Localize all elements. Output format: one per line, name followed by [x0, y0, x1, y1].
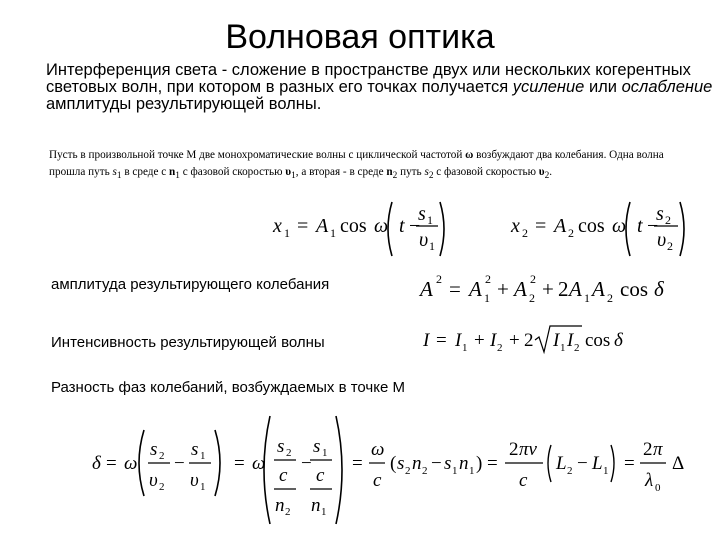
svg-text:A: A	[316, 215, 329, 237]
svg-text:2: 2	[665, 213, 671, 227]
svg-text:A: A	[592, 277, 605, 301]
svg-text:x: x	[511, 215, 520, 237]
svg-text:=: =	[297, 215, 309, 237]
svg-text:(: (	[390, 453, 397, 474]
svg-text:1: 1	[603, 465, 609, 477]
svg-text:υ: υ	[419, 229, 429, 251]
subscript: 2	[428, 171, 434, 182]
subscript: 1	[291, 171, 296, 182]
amplitude-label: амплитуда результирующего колебания	[51, 276, 330, 293]
svg-text:+: +	[497, 277, 509, 301]
subscript: 2	[544, 171, 550, 182]
svg-text:s: s	[191, 439, 199, 460]
svg-text:s: s	[418, 203, 426, 225]
svg-text:=: =	[449, 277, 461, 301]
intro-emphasis-1: усиление	[512, 78, 585, 96]
svg-text:c: c	[519, 470, 528, 491]
svg-text:L: L	[556, 453, 567, 474]
svg-text:+: +	[542, 277, 554, 301]
path-s1: s	[112, 166, 117, 178]
velocity-v1: υ	[285, 166, 292, 178]
intro-text-3: амплитуды результирующей волны.	[46, 95, 322, 113]
svg-text:x: x	[273, 215, 282, 237]
setup-text: с фазовой скоростью	[179, 166, 286, 178]
svg-text:δ: δ	[614, 330, 623, 351]
svg-text:n: n	[275, 495, 285, 516]
svg-text:A: A	[569, 277, 582, 301]
oscillation-2-formula	[510, 202, 684, 256]
svg-text:n: n	[412, 453, 422, 474]
intensity-formula	[422, 326, 624, 354]
svg-text:0: 0	[655, 482, 661, 494]
svg-text:=: =	[436, 330, 447, 351]
index-n1: n	[169, 166, 176, 178]
svg-text:2: 2	[159, 481, 165, 493]
svg-text:1: 1	[322, 447, 328, 459]
svg-text:λ: λ	[645, 470, 654, 491]
svg-text:−: −	[647, 215, 659, 237]
omega-symbol: ω	[465, 149, 474, 161]
svg-text:I: I	[455, 330, 462, 351]
svg-text:s: s	[150, 439, 158, 460]
phase-difference-label: Разность фаз колебаний, возбуждаемых в точке М	[51, 379, 405, 396]
svg-text:2: 2	[509, 439, 519, 460]
svg-text:2: 2	[558, 277, 569, 301]
svg-text:1: 1	[330, 226, 336, 240]
svg-text:t: t	[399, 215, 405, 237]
svg-text:cos: cos	[340, 215, 367, 237]
svg-text:1: 1	[584, 291, 590, 305]
svg-text:1: 1	[462, 342, 468, 354]
svg-text:π: π	[653, 439, 663, 460]
svg-text:cos: cos	[578, 215, 605, 237]
svg-text:1: 1	[452, 465, 458, 477]
svg-text:ω: ω	[124, 453, 138, 474]
svg-text:c: c	[316, 465, 325, 486]
svg-text:−: −	[301, 453, 312, 474]
svg-text:I: I	[490, 330, 497, 351]
svg-text:s: s	[444, 453, 452, 474]
svg-text:I: I	[423, 330, 430, 351]
svg-text:1: 1	[469, 465, 475, 477]
svg-text:2: 2	[530, 272, 536, 286]
svg-text:−: −	[431, 453, 442, 474]
svg-text:cos: cos	[585, 330, 611, 351]
svg-text:−: −	[174, 453, 185, 474]
svg-text:L: L	[592, 453, 603, 474]
svg-text:1: 1	[200, 481, 206, 493]
svg-text:=: =	[106, 453, 117, 474]
svg-text:−: −	[409, 215, 421, 237]
setup-text: , а вторая - в среде	[295, 166, 387, 178]
svg-text:2: 2	[643, 439, 653, 460]
svg-text:t: t	[637, 215, 643, 237]
svg-text:2: 2	[159, 450, 165, 462]
svg-text:+: +	[474, 330, 485, 351]
svg-text:1: 1	[429, 239, 435, 253]
svg-text:υ: υ	[190, 470, 199, 491]
setup-text: .	[549, 166, 553, 178]
svg-text:): )	[476, 453, 483, 474]
svg-text:ω: ω	[374, 215, 389, 237]
svg-text:I: I	[567, 330, 574, 351]
svg-text:ω: ω	[252, 453, 266, 474]
svg-text:=: =	[487, 453, 498, 474]
svg-text:A: A	[514, 277, 527, 301]
setup-text: в среде с	[121, 166, 170, 178]
svg-text:=: =	[535, 215, 547, 237]
path-s2: s	[424, 166, 429, 178]
svg-text:2: 2	[567, 465, 573, 477]
svg-text:2: 2	[422, 465, 428, 477]
svg-text:n: n	[311, 495, 321, 516]
svg-text:s: s	[656, 203, 664, 225]
svg-text:2: 2	[485, 272, 491, 286]
svg-text:−: −	[577, 453, 588, 474]
svg-text:πν: πν	[519, 439, 537, 460]
svg-text:n: n	[459, 453, 469, 474]
setup-text: путь	[397, 166, 425, 178]
subscript: 1	[175, 171, 180, 182]
setup-text: возбуждают два колебания. Одна волна прошла путь	[49, 149, 664, 178]
svg-text:=: =	[624, 453, 635, 474]
intensity-label: Интенсивность результирующей волны	[51, 334, 325, 351]
svg-text:=: =	[234, 453, 245, 474]
svg-text:δ: δ	[654, 277, 664, 301]
subscript: 1	[116, 171, 122, 182]
svg-text:2: 2	[568, 226, 574, 240]
velocity-v2: υ	[538, 166, 545, 178]
slide-title: Волновая оптика	[225, 18, 495, 56]
svg-text:ω: ω	[371, 439, 385, 460]
intro-text-2: или	[584, 78, 622, 96]
svg-text:A: A	[554, 215, 567, 237]
svg-text:2: 2	[607, 291, 613, 305]
svg-text:=: =	[352, 453, 363, 474]
svg-text:+: +	[509, 330, 520, 351]
svg-text:υ: υ	[149, 470, 158, 491]
svg-text:1: 1	[284, 226, 290, 240]
svg-text:2: 2	[405, 465, 411, 477]
setup-text: с фазовой скоростью	[433, 166, 539, 178]
phase-difference-formula	[92, 416, 684, 524]
svg-text:υ: υ	[657, 229, 667, 251]
svg-text:s: s	[277, 436, 285, 457]
svg-text:1: 1	[484, 291, 490, 305]
svg-text:2: 2	[667, 239, 673, 253]
svg-text:2: 2	[522, 226, 528, 240]
svg-text:2: 2	[574, 342, 580, 354]
svg-text:2: 2	[286, 447, 292, 459]
intro-text-1: Интерференция света - сложение в пространстве двух или нескольких когерентных световых волн, при котором в разных его точках получается	[46, 61, 691, 96]
svg-text:2: 2	[285, 506, 291, 518]
svg-text:2: 2	[524, 330, 534, 351]
amplitude-formula	[418, 272, 665, 305]
svg-text:1: 1	[200, 450, 206, 462]
svg-text:2: 2	[436, 272, 442, 286]
setup-text: Пусть в произвольной точке М две монохроматические волны с циклической частотой	[49, 149, 466, 161]
svg-text:2: 2	[529, 291, 535, 305]
svg-text:s: s	[313, 436, 321, 457]
svg-text:δ: δ	[92, 453, 101, 474]
svg-text:A: A	[420, 277, 433, 301]
intro-emphasis-2: ослабление	[621, 78, 713, 96]
svg-text:c: c	[279, 465, 288, 486]
svg-text:1: 1	[427, 213, 433, 227]
svg-text:s: s	[397, 453, 405, 474]
svg-text:1: 1	[560, 342, 566, 354]
svg-text:Δ: Δ	[672, 453, 685, 474]
svg-text:I: I	[553, 330, 560, 351]
subscript: 2	[392, 171, 398, 182]
svg-text:1: 1	[321, 506, 327, 518]
svg-text:ω: ω	[612, 215, 627, 237]
svg-text:cos: cos	[620, 277, 648, 301]
oscillation-1-formula	[272, 202, 444, 256]
index-n2: n	[386, 166, 393, 178]
svg-text:c: c	[373, 470, 382, 491]
svg-text:A: A	[469, 277, 482, 301]
svg-text:2: 2	[497, 342, 503, 354]
